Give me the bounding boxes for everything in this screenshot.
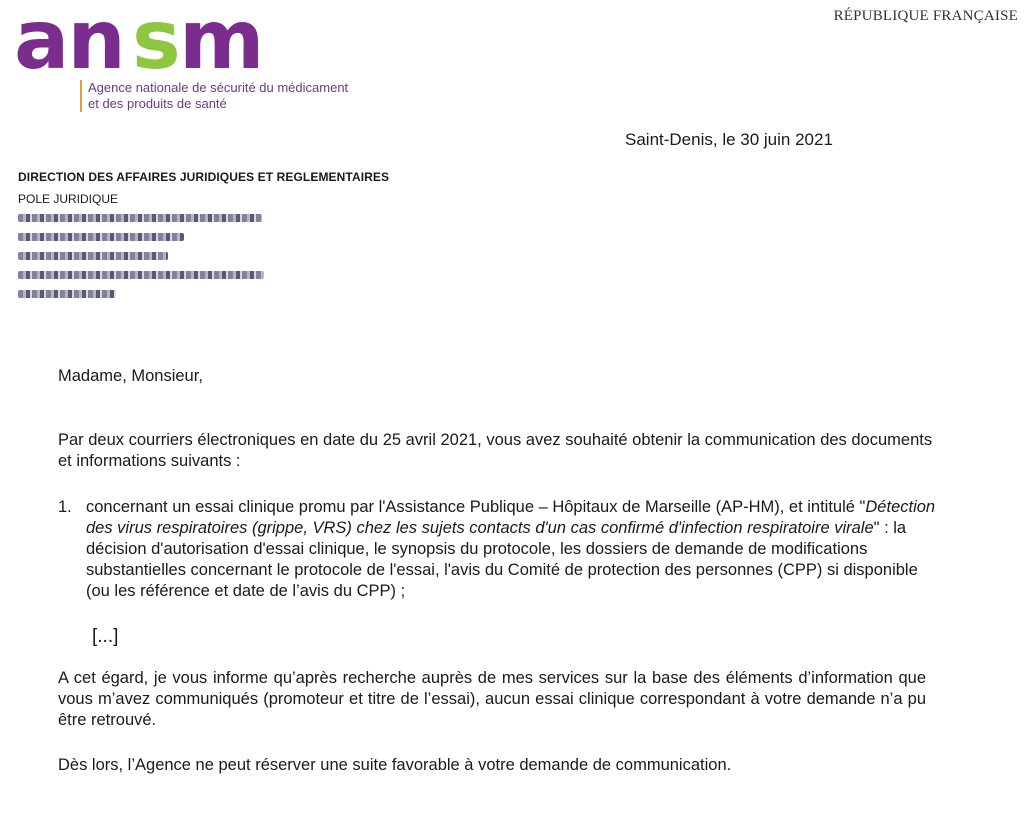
svg-text:an: an (14, 6, 124, 78)
svg-text:s: s (132, 6, 179, 78)
redacted-line (18, 252, 168, 260)
agency-name-line1: Agence nationale de sécurité du médicament (88, 80, 349, 95)
agency-name (80, 80, 348, 112)
list-item-text-after: " : la décision d'autorisation d'essai clinique, le synopsis du protocole, les dossiers de demande de modifications substantielles concernant le protocole de l'essai, l'avis du Comité de protection des personnes (CPP) si disponible (ou les référence et date de l’avis du CPP) ; (86, 519, 918, 600)
pole-heading: POLE JURIDIQUE (18, 192, 119, 206)
paragraph-conclusion: Dès lors, l’Agence ne peut réserver une suite favorable à votre demande de communication. (58, 756, 732, 774)
redacted-line (18, 290, 116, 298)
list-item-text-before: concernant un essai clinique promu par l'Assistance Publique – Hôpitaux de Marseille (AP-HM), et intitulé " (86, 498, 866, 516)
list-item (86, 497, 938, 602)
redacted-line (18, 271, 264, 279)
agency-name-line2: et des produits de santé (88, 96, 227, 111)
redacted-address-block (18, 214, 264, 309)
trial-title: Détection des virus respiratoires (grippe, VRS) chez les sujets contacts d'un cas confirmé d'infection respiratoire virale (86, 498, 936, 537)
direction-heading: DIRECTION DES AFFAIRES JURIDIQUES ET REGLEMENTAIRES (18, 170, 390, 184)
ellipsis: [...] (92, 626, 119, 647)
redacted-line (18, 233, 184, 241)
request-list (58, 497, 938, 602)
ansm-logo (14, 6, 294, 78)
list-item-number: 1. (58, 498, 72, 516)
republique-francaise: RÉPUBLIQUE FRANÇAISE (833, 8, 1018, 24)
salutation: Madame, Monsieur, (58, 367, 203, 385)
letter-date: Saint-Denis, le 30 juin 2021 (625, 130, 833, 149)
paragraph-response: A cet égard, je vous informe qu’après recherche auprès de mes services sur la base des éléments d’information que vous m’avez communiqués (promoteur et titre de l’essai), aucun essai clinique correspondant à votre demande n’a pu être retrouvé. (58, 669, 926, 729)
paragraph-request: Par deux courriers électroniques en date du 25 avril 2021, vous avez souhaité obtenir la communication des documents et informations suivants : (58, 431, 933, 470)
svg-text:m: m (179, 6, 263, 78)
redacted-line (18, 214, 262, 222)
